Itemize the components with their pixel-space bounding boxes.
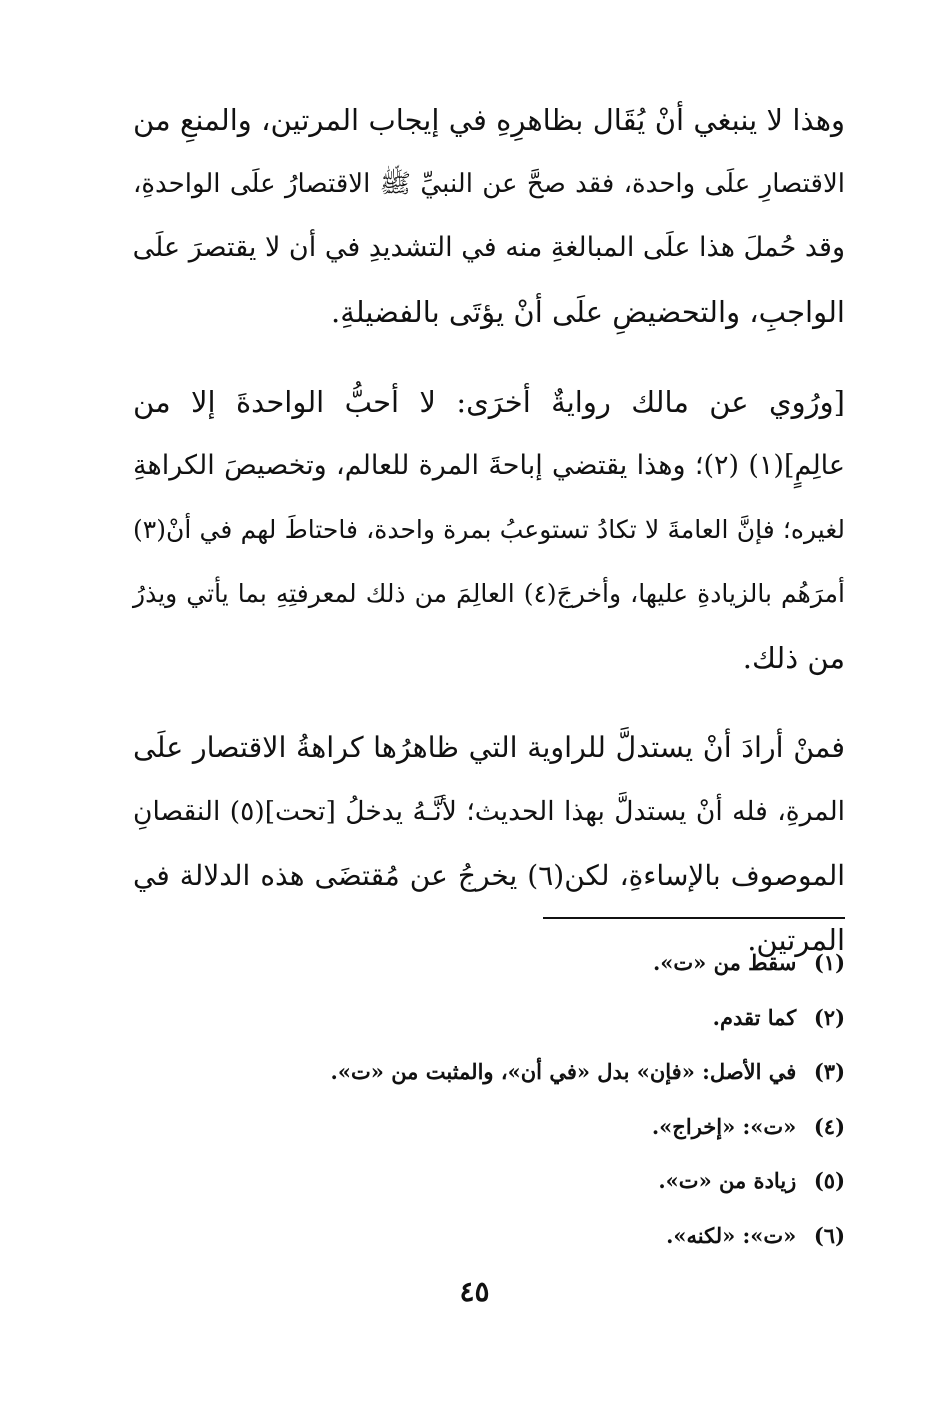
- text-line: الاقتصارِ علَى واحدة، فقد صحَّ عن النبيِّ ﷺ الاقتصارُ علَى الواحدةِ،: [133, 169, 845, 199]
- text-line: فمنْ أرادَ أنْ يستدلَّ للراوية التي ظاهرُها كراهةُ الاقتصار علَى: [133, 731, 845, 764]
- text-line: الموصوف بالإساءةِ، لكن(٦) يخرجُ عن مُقتضَى هذه الدلالة في: [133, 859, 845, 892]
- text-line: المرتين.: [747, 923, 845, 957]
- footnote: [133, 991, 845, 1046]
- text-line: الواجبِ، والتحضيضِ علَى أنْ يؤتَى بالفضيلةِ.: [331, 295, 845, 329]
- text-line: من ذلك.: [742, 641, 845, 675]
- footnotes: [133, 936, 845, 1263]
- footnote-number: (٤): [813, 1113, 845, 1139]
- footnote-text: زيادة من «ت».: [658, 1168, 797, 1193]
- main-text: [133, 88, 845, 972]
- text-line: [ورُوي عن مالك روايةٌ أخرَى: لا أحبُّ الواحدةَ إلا من: [133, 385, 845, 419]
- text-line: لغيره؛ فإنَّ العامةَ لا تكادُ تستوعبُ بمرة واحدة، فاحتاطَ لهم في أنْ(٣): [133, 515, 845, 544]
- footnote: [133, 1045, 845, 1100]
- footnote-text: «ت»: «إخراج».: [651, 1113, 797, 1139]
- page-number: ٤٥: [459, 1275, 490, 1308]
- paragraph-2: [133, 370, 845, 690]
- footnote-number: (١): [813, 950, 845, 975]
- footnote-divider: [543, 917, 845, 919]
- text-line: وقد حُملَ هذا علَى المبالغةِ منه في التشديدِ في أن لا يقتصرَ علَى: [132, 232, 845, 263]
- text-line: عالِمٍ](١) (٢)؛ وهذا يقتضي إباحةَ المرة للعالم، وتخصيصَ الكراهةِ: [133, 450, 846, 481]
- text-line: وهذا لا ينبغي أنْ يُقَال بظاهرِهِ في إيجاب المرتين، والمنعِ من: [133, 103, 845, 137]
- footnote: [133, 936, 845, 991]
- text-line: أمرَهُم بالزيادةِ عليها، وأخرجَ(٤) العالِمَ من ذلك لمعرفتِهِ بما يأتي ويذرُ: [133, 579, 845, 608]
- footnote-text: سقط من «ت».: [652, 950, 797, 975]
- footnote-number: (٦): [813, 1222, 845, 1248]
- footnote-number: (٢): [813, 1004, 845, 1030]
- footnote-text: كما تقدم.: [712, 1004, 797, 1030]
- footnote-number: (٣): [813, 1059, 845, 1084]
- footnote-number: (٥): [813, 1168, 845, 1193]
- footnote: [133, 1154, 845, 1209]
- footnote-text: «ت»: «لكنه».: [666, 1222, 797, 1248]
- paragraph-3: [133, 716, 845, 972]
- footnote: [133, 1100, 845, 1155]
- paragraph-1: [133, 88, 845, 344]
- footnote: [133, 1209, 845, 1264]
- footnote-text: في الأصل: «فإن» بدل «في أن»، والمثبت من «ت».: [330, 1059, 797, 1084]
- text-line: المرةِ، فله أنْ يستدلَّ بهذا الحديث؛ لأنَّـهُ يدخلُ [تحت](٥) النقصانِ: [133, 796, 846, 827]
